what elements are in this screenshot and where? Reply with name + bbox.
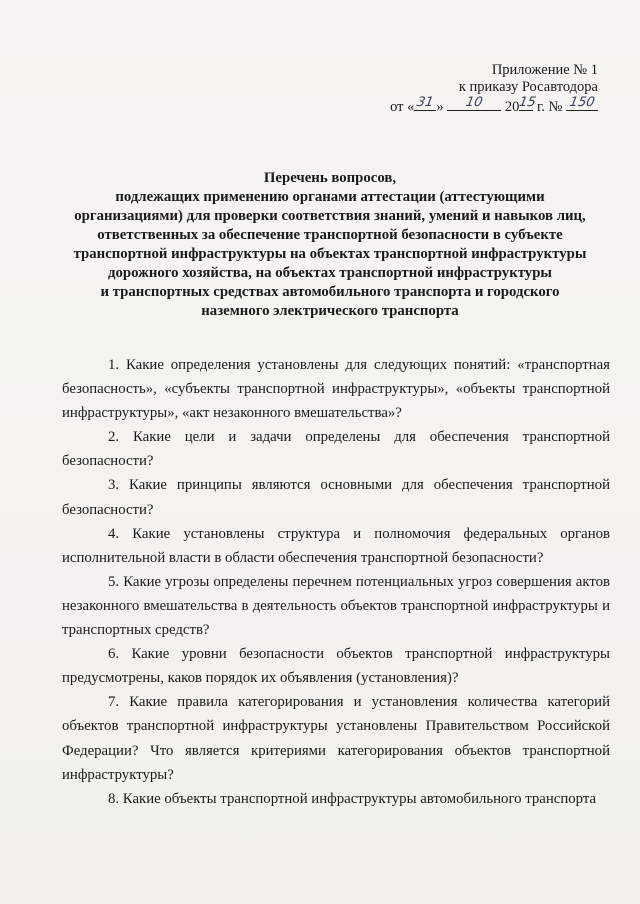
handwritten-day: 31	[415, 95, 436, 110]
appendix-order-ref: к приказу Росавтодора	[458, 79, 598, 95]
question-item: 2. Какие цели и задачи определены для обеспечения транспортной безопасности?	[62, 429, 610, 470]
day-blank	[414, 96, 436, 111]
handwritten-number: 150	[568, 95, 596, 110]
handwritten-year: 15	[518, 95, 538, 110]
month-blank	[447, 96, 501, 111]
question-item: 6. Какие уровни безопасности объектов транспортной инфраструктуры предусмотрены, каков порядок их объявления (установления)?	[62, 646, 610, 687]
title-line: Перечень вопросов,	[263, 170, 397, 186]
title-line: дорожного хозяйства, на объектах транспортной инфраструктуры	[108, 265, 552, 281]
year-suffix: г. №	[533, 99, 566, 115]
question-item: 3. Какие принципы являются основными для обеспечения транспортной безопасности?	[62, 477, 610, 518]
document-title	[60, 169, 600, 321]
title-line: ответственных за обеспечение транспортной безопасности в субъекте	[97, 227, 563, 243]
appendix-number: Приложение № 1	[491, 62, 598, 78]
questions-list	[62, 353, 610, 811]
title-line: организациями) для проверки соответствия знаний, умений и навыков лиц,	[74, 208, 586, 224]
appendix-header	[358, 62, 598, 116]
title-line: транспортной инфраструктуры на объектах транспортной инфраструктуры	[73, 246, 587, 262]
handwritten-month: 10	[464, 95, 484, 110]
question-item: 5. Какие угрозы определены перечнем потенциальных угроз совершения актов незаконного вмешательства в деятельность объектов транспортной инфраструктуры и транспортных средств?	[62, 573, 610, 639]
question-item: 8. Какие объекты транспортной инфраструктуры автомобильного транспорта	[108, 790, 597, 807]
date-from-prefix: от «	[390, 99, 415, 115]
question-item: 1. Какие определения установлены для следующих понятий: «транспортная безопасность», «субъекты транспортной инфраструктуры», «объекты транспортной инфраструктуры», «акт незаконного вмешательства»?	[62, 357, 610, 422]
question-item: 4. Какие установлены структура и полномочия федеральных органов исполнительной власти в области обеспечения транспортной безопасности?	[62, 525, 610, 566]
title-line: подлежащих применению органами аттестации (аттестующими	[115, 189, 545, 205]
date-day-suffix: »	[436, 99, 444, 115]
year-blank	[518, 95, 538, 111]
number-blank	[566, 96, 598, 111]
year-prefix: 20	[504, 99, 520, 115]
title-line: наземного электрического транспорта	[201, 303, 459, 319]
title-line: и транспортных средствах автомобильного транспорта и городского	[100, 284, 560, 300]
appendix-date-line	[358, 96, 598, 116]
question-item: 7. Какие правила категорирования и установления количества категорий объектов транспортной инфраструктуры установлены Правительством Российской Федерации? Что является критериями категорирования объектов транспортной инфраструктуры?	[62, 694, 610, 783]
